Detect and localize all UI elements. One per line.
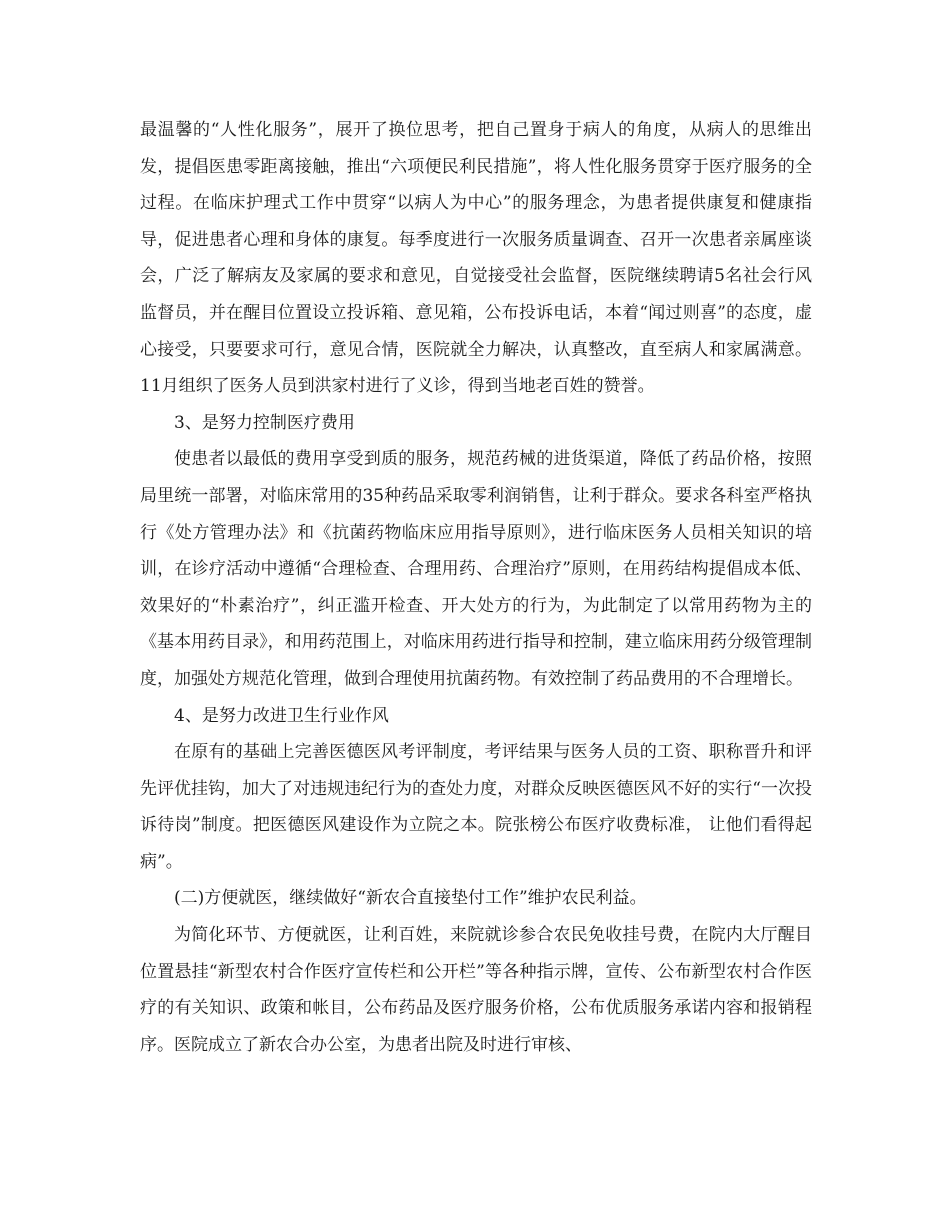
document-body [140,112,812,1063]
paragraph-5: 在原有的基础上完善医德医风考评制度，考评结果与医务人员的工资、职称晋升和评先评优挂钩，加大了对违规违纪行为的查处力度，对群众反映医德医风不好的实行“一次投诉待岗”制度。把医德医风建设作为立院之本。院张榜公布医疗收费标准， 让他们看得起病”。 [140,742,812,872]
paragraph-7: 为简化环节、方便就医，让利百姓，来院就诊参合农民免收挂号费，在院内大厅醒目位置悬挂“新型农村合作医疗宣传栏和公开栏”等各种指示牌，宣传、公布新型农村合作医疗的有关知识、政策和帐目，公布药品及医疗服务价格，公布优质服务承诺内容和报销程序。医院成立了新农合办公室，为患者出院及时进行审核、 [140,925,812,1055]
section-heading-2: (二)方便就医，继续做好“新农合直接垫付工作”维护农民利益。 [174,888,647,909]
section-heading-4: 4、是努力改进卫生行业作风 [174,705,389,726]
section-heading-3: 3、是努力控制医疗费用 [174,412,355,433]
paragraph-3: 使患者以最低的费用享受到质的服务，规范药械的进货渠道，降低了药品价格，按照局里统一部署，对临床常用的35种药品采取零利润销售，让利于群众。要求各科室严格执行《处方管理办法》和《抗菌药物临床应用指导原则》，进行临床医务人员相关知识的培训，在诊疗活动中遵循“合理检查、合理用药、合理治疗”原则，在用药结构提倡成本低、效果好的“朴素治疗”，纠正滥开检查、开大处方的行为，为此制定了以常用药物为主的《基本用药目录》，和用药范围上，对临床用药进行指导和控制，建立临床用药分级管理制度，加强处方规范化管理，做到合理使用抗菌药物。有效控制了药品费用的不合理增长。 [140,449,812,689]
paragraph-1: 最温馨的“人性化服务”，展开了换位思考，把自己置身于病人的角度，从病人的思维出发，提倡医患零距离接触，推出“六项便民利民措施”，将人性化服务贯穿于医疗服务的全过程。在临床护理式工作中贯穿“以病人为中心”的服务理念，为患者提供康复和健康指导，促进患者心理和身体的康复。每季度进行一次服务质量调查、召开一次患者亲属座谈会，广泛了解病友及家属的要求和意见，自觉接受社会监督，医院继续聘请5名社会行风监督员，并在醒目位置设立投诉箱、意见箱，公布投诉电话，本着“闻过则喜”的态度，虚心接受，只要要求可行，意见合情，医院就全力解决，认真整改，直至病人和家属满意。11月组织了医务人员到洪家村进行了义诊，得到当地老百姓的赞誉。 [140,120,812,397]
